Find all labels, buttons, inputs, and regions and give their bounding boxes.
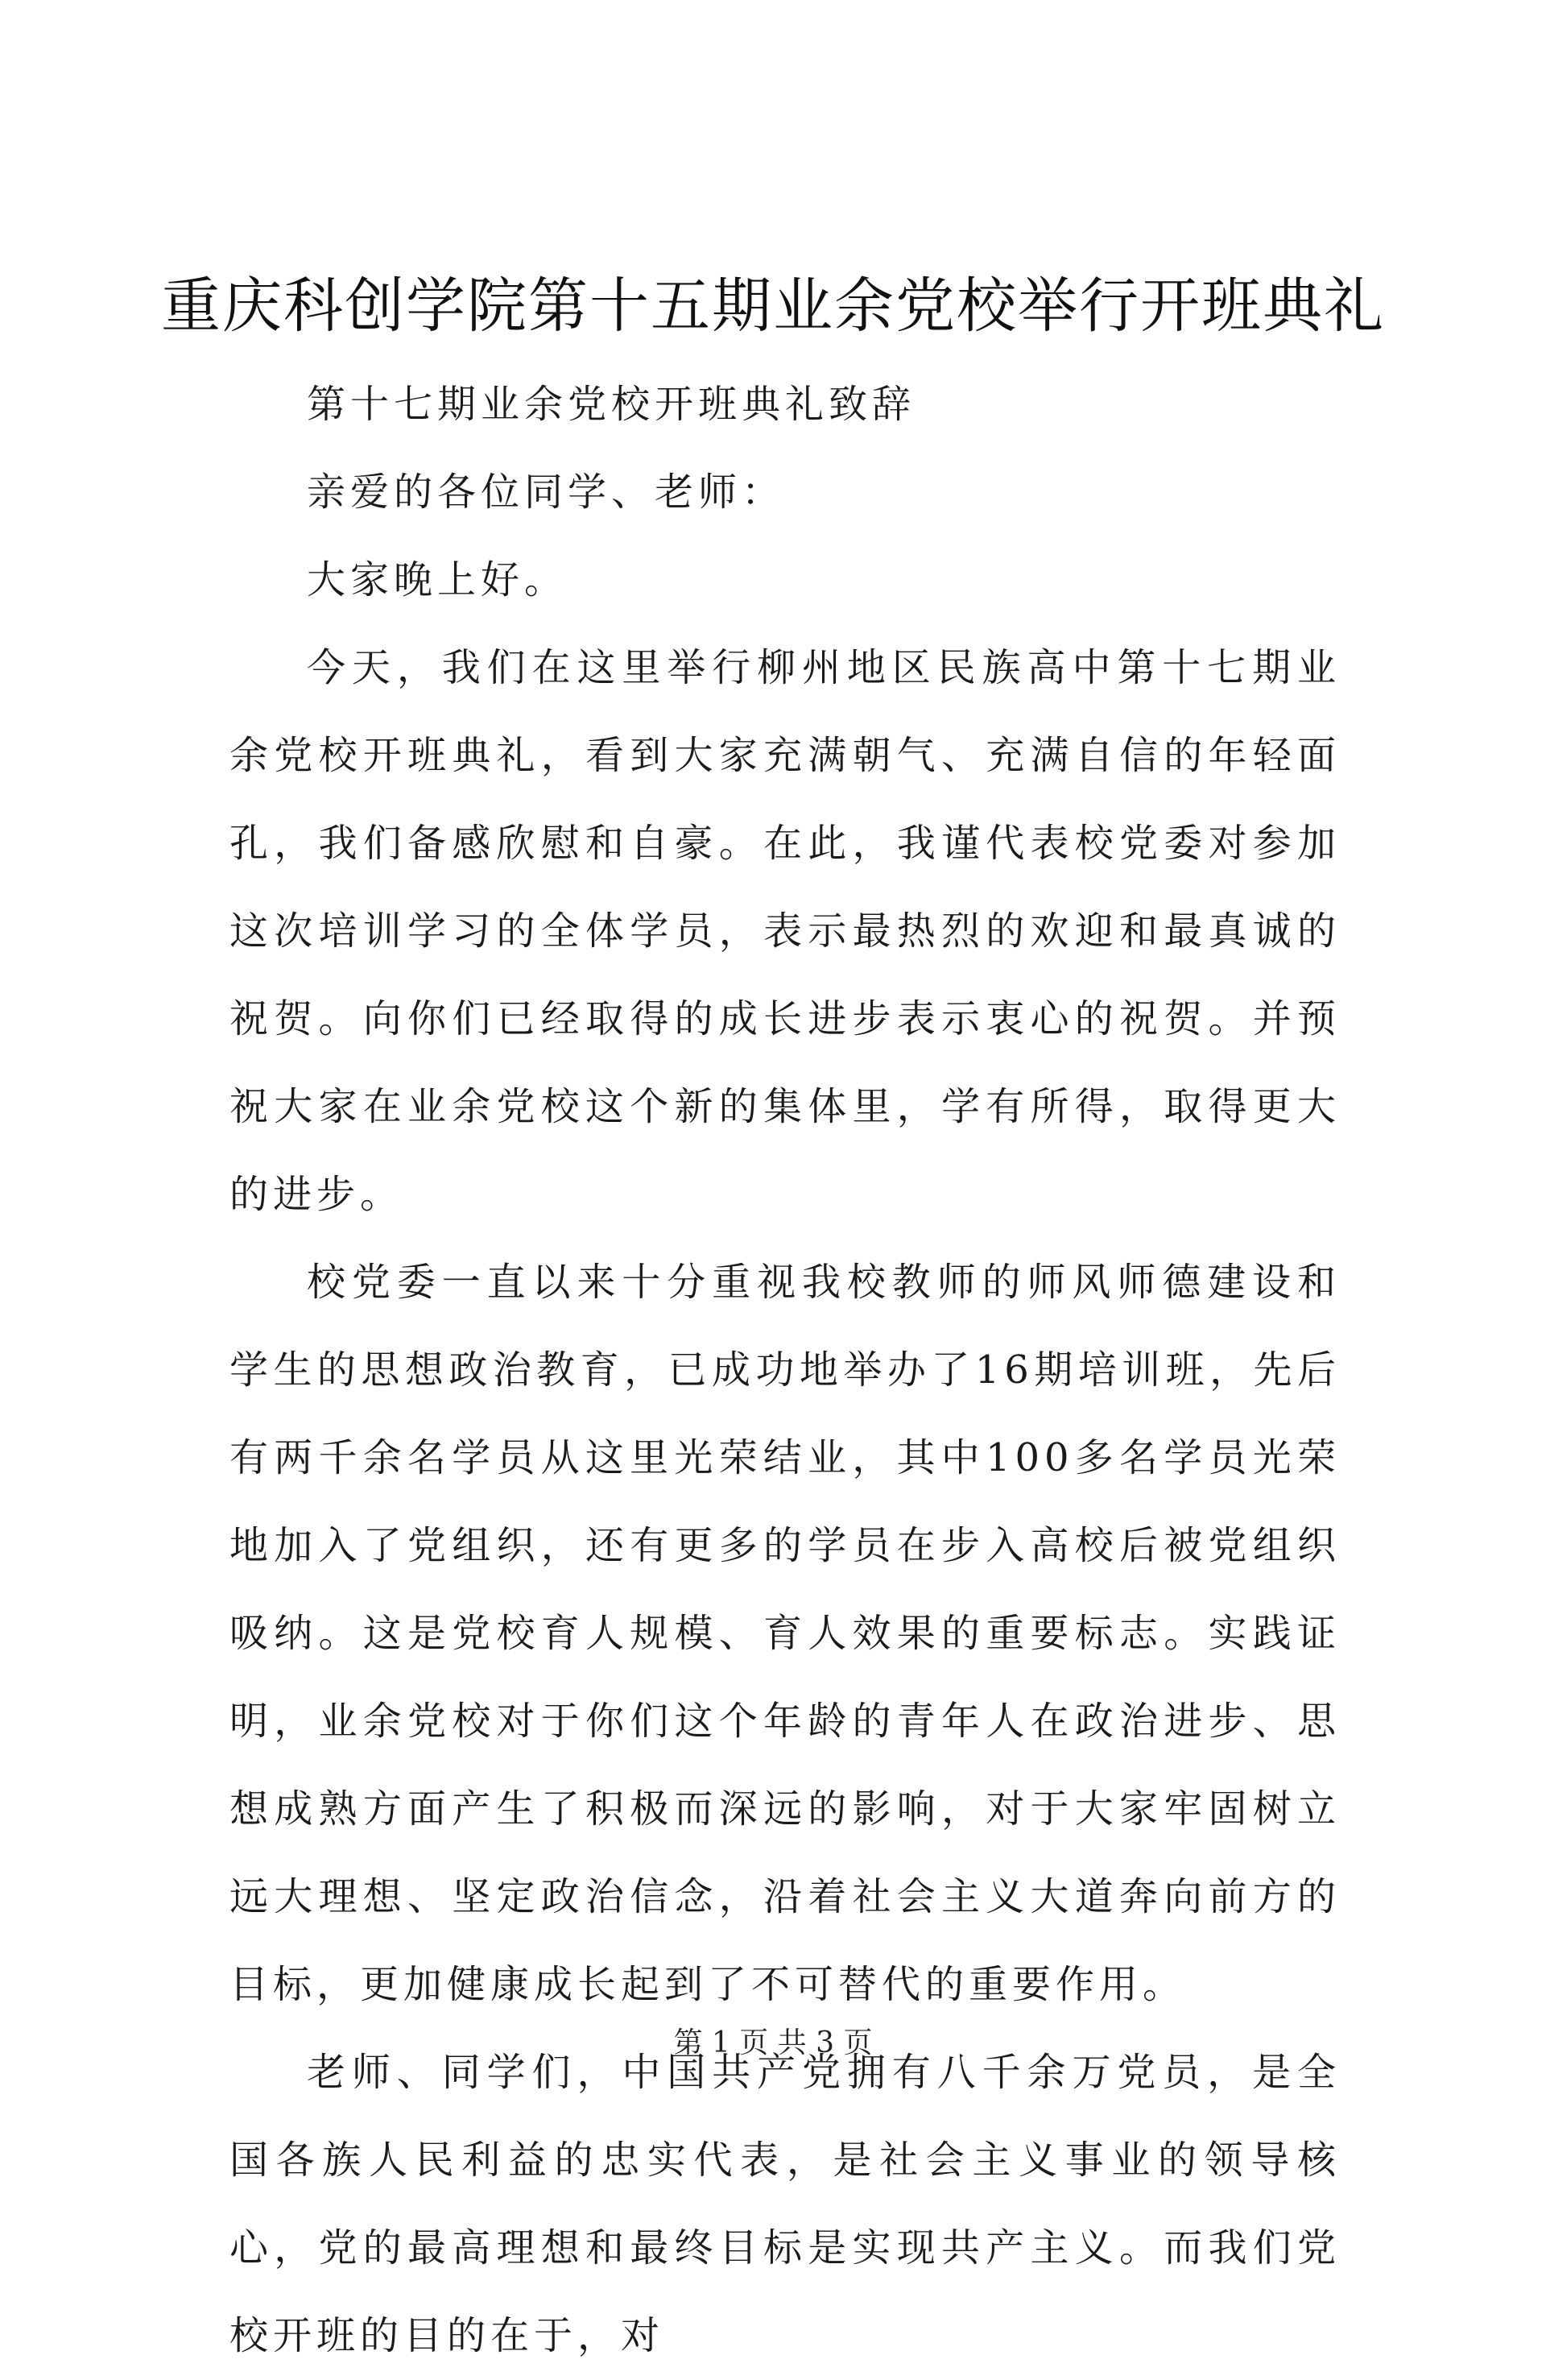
paragraph-subtitle: 第十七期业余党校开班典礼致辞	[307, 382, 916, 427]
paragraph-salutation: 亲爱的各位同学、老师：	[307, 470, 786, 515]
document-title: 重庆科创学院第十五期业余党校举行开班典礼	[161, 271, 1385, 341]
document-body	[229, 361, 1341, 2380]
paragraph-opening: 今天，我们在这里举行柳州地区民族高中第十七期业余党校开班典礼，看到大家充满朝气、充满自信的年轻面孔，我们备感欣慰和自豪。在此，我谨代表校党委对参加这次培训学习的全体学员，表示最热烈的欢迎和最真诚的祝贺。向你们已经取得的成长进步表示衷心的祝贺。并预祝大家在业余党校这个新的集体里，学有所得，取得更大的进步。	[229, 645, 1341, 1217]
paragraph-greeting: 大家晚上好。	[307, 557, 568, 602]
paragraph-history: 校党委一直以来十分重视我校教师的师风师德建设和学生的思想政治教育，已成功地举办了16期培训班，先后有两千余名学员从这里光荣结业，其中100多名学员光荣地加入了党组织，还有更多的学员在步入高校后被党组织吸纳。这是党校育人规模、育人效果的重要标志。实践证明，业余党校对于你们这个年龄的青年人在政治进步、思想成熟方面产生了积极而深远的影响，对于大家牢固树立远大理想、坚定政治信念，沿着社会主义大道奔向前方的目标，更加健康成长起到了不可替代的重要作用。	[229, 1260, 1341, 2007]
page-footer: 第 1 页 共 3 页	[673, 2026, 873, 2059]
paragraph-party: 老师、同学们，中国共产党拥有八千余万党员，是全国各族人民利益的忠实代表，是社会主义事业的领导核心，党的最高理想和最终目标是实现共产主义。而我们党校开班的目的在于，对	[229, 2050, 1341, 2358]
